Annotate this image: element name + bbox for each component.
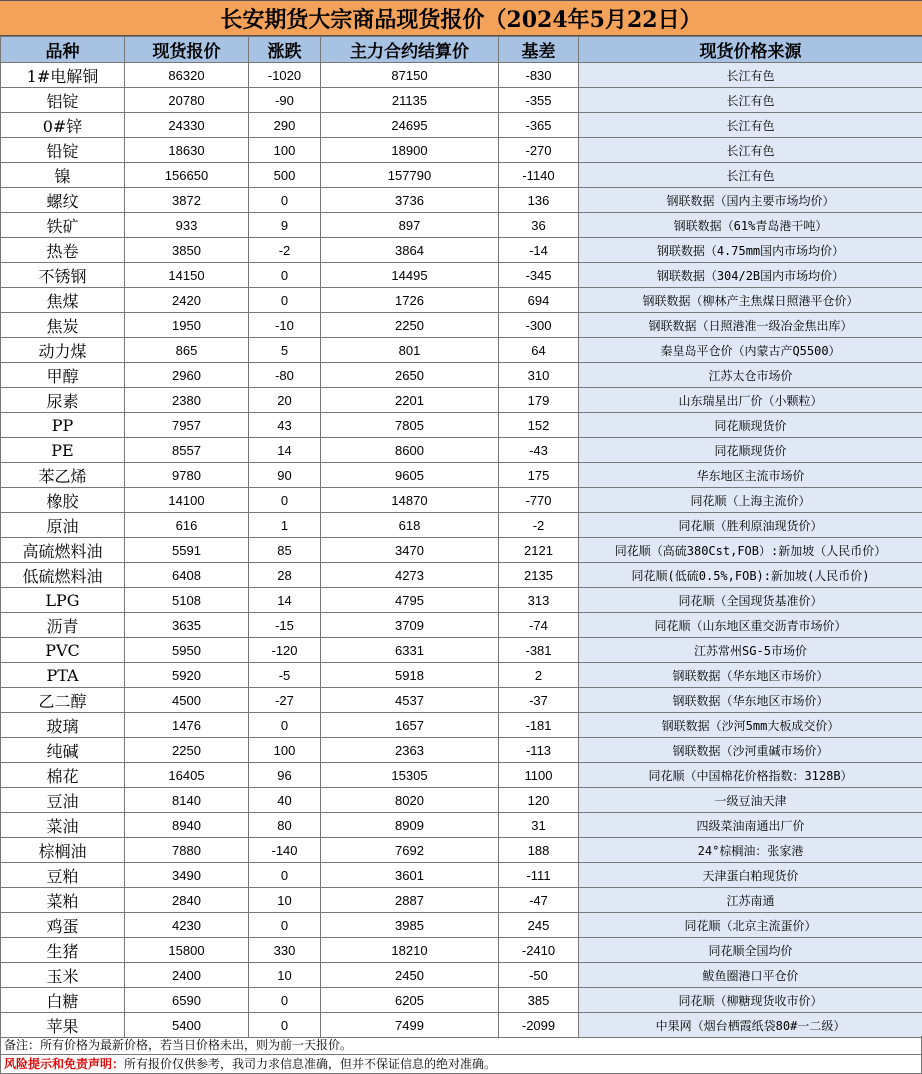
source-cell: 钢联数据（沙河5mm大板成交价） bbox=[579, 713, 922, 738]
change-cell: -5 bbox=[249, 663, 321, 688]
settlement-cell: 14870 bbox=[321, 488, 499, 513]
basis-cell: -2 bbox=[499, 513, 579, 538]
table-row bbox=[1, 938, 922, 963]
variety-cell: 尿素 bbox=[1, 388, 125, 413]
table-row bbox=[1, 613, 922, 638]
spot-price-cell: 2380 bbox=[125, 388, 249, 413]
spot-price-cell: 2250 bbox=[125, 738, 249, 763]
variety-cell: 苹果 bbox=[1, 1013, 125, 1038]
change-cell: 0 bbox=[249, 713, 321, 738]
table-row bbox=[1, 963, 922, 988]
source-cell: 江苏太仓市场价 bbox=[579, 363, 922, 388]
settlement-cell: 14495 bbox=[321, 263, 499, 288]
table-row bbox=[1, 588, 922, 613]
source-cell: 24°棕榈油：张家港 bbox=[579, 838, 922, 863]
source-cell: 一级豆油天津 bbox=[579, 788, 922, 813]
basis-cell: -74 bbox=[499, 613, 579, 638]
variety-cell: 玻璃 bbox=[1, 713, 125, 738]
spot-price-cell: 5920 bbox=[125, 663, 249, 688]
settlement-cell: 8909 bbox=[321, 813, 499, 838]
spot-price-cell: 156650 bbox=[125, 163, 249, 188]
change-cell: 0 bbox=[249, 263, 321, 288]
source-cell: 鲅鱼圈港口平仓价 bbox=[579, 963, 922, 988]
variety-cell: 低硫燃料油 bbox=[1, 563, 125, 588]
spot-price-cell: 4500 bbox=[125, 688, 249, 713]
source-cell: 钢联数据（沙河重碱市场价） bbox=[579, 738, 922, 763]
table-row bbox=[1, 563, 922, 588]
change-cell: 5 bbox=[249, 338, 321, 363]
table-row bbox=[1, 863, 922, 888]
basis-cell: 694 bbox=[499, 288, 579, 313]
variety-cell: 棕榈油 bbox=[1, 838, 125, 863]
basis-cell: -381 bbox=[499, 638, 579, 663]
variety-cell: 铅锭 bbox=[1, 138, 125, 163]
spot-price-cell: 3872 bbox=[125, 188, 249, 213]
spot-price-cell: 1476 bbox=[125, 713, 249, 738]
table-row bbox=[1, 63, 922, 88]
spot-price-cell: 2420 bbox=[125, 288, 249, 313]
table-row bbox=[1, 988, 922, 1013]
change-cell: 0 bbox=[249, 1013, 321, 1038]
basis-cell: -345 bbox=[499, 263, 579, 288]
variety-cell: 铁矿 bbox=[1, 213, 125, 238]
table-row bbox=[1, 663, 922, 688]
change-cell: -15 bbox=[249, 613, 321, 638]
spot-price-cell: 3635 bbox=[125, 613, 249, 638]
source-cell: 四级菜油南通出厂价 bbox=[579, 813, 922, 838]
source-cell: 山东瑞星出厂价（小颗粒） bbox=[579, 388, 922, 413]
basis-cell: 36 bbox=[499, 213, 579, 238]
spot-price-cell: 2400 bbox=[125, 963, 249, 988]
variety-cell: LPG bbox=[1, 588, 125, 613]
table-row bbox=[1, 1013, 922, 1038]
variety-cell: 菜粕 bbox=[1, 888, 125, 913]
basis-cell: 64 bbox=[499, 338, 579, 363]
spot-price-cell: 7957 bbox=[125, 413, 249, 438]
variety-cell: 生猪 bbox=[1, 938, 125, 963]
spot-price-cell: 5108 bbox=[125, 588, 249, 613]
spot-price-cell: 86320 bbox=[125, 63, 249, 88]
change-cell: 0 bbox=[249, 188, 321, 213]
table-row bbox=[1, 688, 922, 713]
source-cell: 长江有色 bbox=[579, 163, 922, 188]
spot-price-cell: 3490 bbox=[125, 863, 249, 888]
source-cell: 同花顺（胜利原油现货价） bbox=[579, 513, 922, 538]
settlement-cell: 5918 bbox=[321, 663, 499, 688]
source-cell: 同花顺全国均价 bbox=[579, 938, 922, 963]
variety-cell: 纯碱 bbox=[1, 738, 125, 763]
table-row bbox=[1, 638, 922, 663]
header-spot-price: 现货报价 bbox=[125, 37, 249, 63]
table-row bbox=[1, 138, 922, 163]
settlement-cell: 3864 bbox=[321, 238, 499, 263]
settlement-cell: 18210 bbox=[321, 938, 499, 963]
basis-cell: -300 bbox=[499, 313, 579, 338]
settlement-cell: 6331 bbox=[321, 638, 499, 663]
change-cell: 0 bbox=[249, 488, 321, 513]
basis-cell: 152 bbox=[499, 413, 579, 438]
basis-cell: -14 bbox=[499, 238, 579, 263]
change-cell: -1020 bbox=[249, 63, 321, 88]
variety-cell: PVC bbox=[1, 638, 125, 663]
change-cell: 330 bbox=[249, 938, 321, 963]
table-row bbox=[1, 713, 922, 738]
basis-cell: 2135 bbox=[499, 563, 579, 588]
variety-cell: 菜油 bbox=[1, 813, 125, 838]
spot-price-cell: 933 bbox=[125, 213, 249, 238]
settlement-cell: 2650 bbox=[321, 363, 499, 388]
variety-cell: 苯乙烯 bbox=[1, 463, 125, 488]
settlement-cell: 2450 bbox=[321, 963, 499, 988]
basis-cell: -111 bbox=[499, 863, 579, 888]
settlement-cell: 6205 bbox=[321, 988, 499, 1013]
spot-price-cell: 24330 bbox=[125, 113, 249, 138]
spot-price-cell: 5950 bbox=[125, 638, 249, 663]
basis-cell: 136 bbox=[499, 188, 579, 213]
source-cell: 钢联数据（304/2B国内市场均价） bbox=[579, 263, 922, 288]
basis-cell: -270 bbox=[499, 138, 579, 163]
variety-cell: 沥青 bbox=[1, 613, 125, 638]
basis-cell: 2 bbox=[499, 663, 579, 688]
variety-cell: PE bbox=[1, 438, 125, 463]
change-cell: 100 bbox=[249, 138, 321, 163]
spot-price-cell: 9780 bbox=[125, 463, 249, 488]
settlement-cell: 157790 bbox=[321, 163, 499, 188]
table-row bbox=[1, 213, 922, 238]
change-cell: 90 bbox=[249, 463, 321, 488]
source-cell: 同花顺（高硫380Cst,FOB）:新加坡（人民币价） bbox=[579, 538, 922, 563]
variety-cell: 动力煤 bbox=[1, 338, 125, 363]
change-cell: 10 bbox=[249, 963, 321, 988]
table-row bbox=[1, 413, 922, 438]
settlement-cell: 2887 bbox=[321, 888, 499, 913]
variety-cell: 原油 bbox=[1, 513, 125, 538]
spot-price-cell: 14100 bbox=[125, 488, 249, 513]
spot-price-cell: 20780 bbox=[125, 88, 249, 113]
source-cell: 长江有色 bbox=[579, 138, 922, 163]
change-cell: 40 bbox=[249, 788, 321, 813]
settlement-cell: 3470 bbox=[321, 538, 499, 563]
change-cell: 0 bbox=[249, 988, 321, 1013]
source-cell: 同花顺现货价 bbox=[579, 438, 922, 463]
table-row bbox=[1, 163, 922, 188]
spot-price-cell: 5400 bbox=[125, 1013, 249, 1038]
source-cell: 同花顺(低硫0.5%,FOB):新加坡(人民币价) bbox=[579, 563, 922, 588]
change-cell: 9 bbox=[249, 213, 321, 238]
table-row bbox=[1, 313, 922, 338]
change-cell: -10 bbox=[249, 313, 321, 338]
basis-cell: -47 bbox=[499, 888, 579, 913]
variety-cell: 铝锭 bbox=[1, 88, 125, 113]
table-row bbox=[1, 238, 922, 263]
variety-cell: 焦炭 bbox=[1, 313, 125, 338]
table-row bbox=[1, 513, 922, 538]
variety-cell: 热卷 bbox=[1, 238, 125, 263]
disclaimer-label: 风险提示和免责声明： bbox=[4, 1057, 125, 1071]
change-cell: 10 bbox=[249, 888, 321, 913]
settlement-cell: 3709 bbox=[321, 613, 499, 638]
basis-cell: 120 bbox=[499, 788, 579, 813]
change-cell: 290 bbox=[249, 113, 321, 138]
settlement-cell: 3736 bbox=[321, 188, 499, 213]
settlement-cell: 7692 bbox=[321, 838, 499, 863]
settlement-cell: 4273 bbox=[321, 563, 499, 588]
source-cell: 钢联数据（61%青岛港干吨） bbox=[579, 213, 922, 238]
table-row bbox=[1, 913, 922, 938]
change-cell: 80 bbox=[249, 813, 321, 838]
settlement-cell: 4795 bbox=[321, 588, 499, 613]
spot-price-cell: 5591 bbox=[125, 538, 249, 563]
table-row bbox=[1, 888, 922, 913]
settlement-cell: 7499 bbox=[321, 1013, 499, 1038]
basis-cell: -2410 bbox=[499, 938, 579, 963]
settlement-cell: 4537 bbox=[321, 688, 499, 713]
basis-cell: 385 bbox=[499, 988, 579, 1013]
basis-cell: -113 bbox=[499, 738, 579, 763]
variety-cell: 鸡蛋 bbox=[1, 913, 125, 938]
spot-price-cell: 16405 bbox=[125, 763, 249, 788]
table-row bbox=[1, 88, 922, 113]
change-cell: 1 bbox=[249, 513, 321, 538]
change-cell: 96 bbox=[249, 763, 321, 788]
settlement-cell: 2363 bbox=[321, 738, 499, 763]
change-cell: 43 bbox=[249, 413, 321, 438]
change-cell: 20 bbox=[249, 388, 321, 413]
spot-price-cell: 8557 bbox=[125, 438, 249, 463]
table-row bbox=[1, 288, 922, 313]
settlement-cell: 21135 bbox=[321, 88, 499, 113]
header-basis: 基差 bbox=[499, 37, 579, 63]
source-cell: 钢联数据（国内主要市场均价） bbox=[579, 188, 922, 213]
table-row bbox=[1, 388, 922, 413]
settlement-cell: 8020 bbox=[321, 788, 499, 813]
basis-cell: 1100 bbox=[499, 763, 579, 788]
settlement-cell: 3985 bbox=[321, 913, 499, 938]
spot-price-cell: 6590 bbox=[125, 988, 249, 1013]
header-variety: 品种 bbox=[1, 37, 125, 63]
source-cell: 江苏常州SG-5市场价 bbox=[579, 638, 922, 663]
settlement-cell: 8600 bbox=[321, 438, 499, 463]
spot-price-cell: 2960 bbox=[125, 363, 249, 388]
spot-price-cell: 865 bbox=[125, 338, 249, 363]
basis-cell: 310 bbox=[499, 363, 579, 388]
source-cell: 秦皇岛平仓价（内蒙古产Q5500） bbox=[579, 338, 922, 363]
variety-cell: 棉花 bbox=[1, 763, 125, 788]
source-cell: 天津蛋白粕现货价 bbox=[579, 863, 922, 888]
table-row bbox=[1, 788, 922, 813]
spot-price-cell: 2840 bbox=[125, 888, 249, 913]
basis-cell: 31 bbox=[499, 813, 579, 838]
price-table bbox=[0, 36, 922, 1038]
spot-price-cell: 7880 bbox=[125, 838, 249, 863]
source-cell: 钢联数据（日照港准一级冶金焦出库） bbox=[579, 313, 922, 338]
basis-cell: -181 bbox=[499, 713, 579, 738]
spot-price-cell: 616 bbox=[125, 513, 249, 538]
footnote: 备注：所有价格为最新价格，若当日价格未出，则为前一天报价。 bbox=[0, 1036, 922, 1055]
header-settlement: 主力合约结算价 bbox=[321, 37, 499, 63]
header-source: 现货价格来源 bbox=[579, 37, 922, 63]
disclaimer-text: 所有报价仅供参考，我司力求信息准确，但并不保证信息的绝对准确。 bbox=[124, 1057, 497, 1071]
basis-cell: 245 bbox=[499, 913, 579, 938]
spot-price-cell: 3850 bbox=[125, 238, 249, 263]
source-cell: 同花顺现货价 bbox=[579, 413, 922, 438]
table-row bbox=[1, 338, 922, 363]
settlement-cell: 18900 bbox=[321, 138, 499, 163]
table-row bbox=[1, 188, 922, 213]
settlement-cell: 7805 bbox=[321, 413, 499, 438]
settlement-cell: 618 bbox=[321, 513, 499, 538]
settlement-cell: 15305 bbox=[321, 763, 499, 788]
variety-cell: 镍 bbox=[1, 163, 125, 188]
variety-cell: 豆油 bbox=[1, 788, 125, 813]
table-row bbox=[1, 438, 922, 463]
basis-cell: 188 bbox=[499, 838, 579, 863]
header-change: 涨跌 bbox=[249, 37, 321, 63]
spot-price-cell: 14150 bbox=[125, 263, 249, 288]
header-row bbox=[1, 37, 922, 63]
table-row bbox=[1, 113, 922, 138]
change-cell: 14 bbox=[249, 588, 321, 613]
change-cell: -120 bbox=[249, 638, 321, 663]
change-cell: 500 bbox=[249, 163, 321, 188]
table-row bbox=[1, 838, 922, 863]
variety-cell: 白糖 bbox=[1, 988, 125, 1013]
settlement-cell: 24695 bbox=[321, 113, 499, 138]
change-cell: 0 bbox=[249, 288, 321, 313]
variety-cell: 1#电解铜 bbox=[1, 63, 125, 88]
source-cell: 长江有色 bbox=[579, 63, 922, 88]
source-cell: 同花顺（柳糖现货收市价） bbox=[579, 988, 922, 1013]
settlement-cell: 2201 bbox=[321, 388, 499, 413]
basis-cell: -50 bbox=[499, 963, 579, 988]
spot-price-cell: 1950 bbox=[125, 313, 249, 338]
basis-cell: 2121 bbox=[499, 538, 579, 563]
change-cell: 85 bbox=[249, 538, 321, 563]
source-cell: 长江有色 bbox=[579, 88, 922, 113]
settlement-cell: 1726 bbox=[321, 288, 499, 313]
source-cell: 钢联数据（华东地区市场价） bbox=[579, 688, 922, 713]
spot-price-cell: 8140 bbox=[125, 788, 249, 813]
spot-price-cell: 15800 bbox=[125, 938, 249, 963]
basis-cell: -37 bbox=[499, 688, 579, 713]
disclaimer bbox=[0, 1055, 922, 1074]
table-row bbox=[1, 363, 922, 388]
variety-cell: 橡胶 bbox=[1, 488, 125, 513]
spot-price-cell: 18630 bbox=[125, 138, 249, 163]
change-cell: 100 bbox=[249, 738, 321, 763]
basis-cell: -2099 bbox=[499, 1013, 579, 1038]
basis-cell: -830 bbox=[499, 63, 579, 88]
table-row bbox=[1, 813, 922, 838]
table-row bbox=[1, 463, 922, 488]
change-cell: 28 bbox=[249, 563, 321, 588]
source-cell: 长江有色 bbox=[579, 113, 922, 138]
source-cell: 同花顺（山东地区重交沥青市场价） bbox=[579, 613, 922, 638]
spot-price-cell: 8940 bbox=[125, 813, 249, 838]
settlement-cell: 9605 bbox=[321, 463, 499, 488]
table-row bbox=[1, 263, 922, 288]
settlement-cell: 1657 bbox=[321, 713, 499, 738]
basis-cell: -43 bbox=[499, 438, 579, 463]
settlement-cell: 897 bbox=[321, 213, 499, 238]
variety-cell: 0#锌 bbox=[1, 113, 125, 138]
change-cell: 0 bbox=[249, 863, 321, 888]
change-cell: 0 bbox=[249, 913, 321, 938]
change-cell: 14 bbox=[249, 438, 321, 463]
variety-cell: 甲醇 bbox=[1, 363, 125, 388]
table-row bbox=[1, 538, 922, 563]
change-cell: -90 bbox=[249, 88, 321, 113]
basis-cell: -365 bbox=[499, 113, 579, 138]
source-cell: 中果网（烟台栖霞纸袋80#一二级） bbox=[579, 1013, 922, 1038]
change-cell: -27 bbox=[249, 688, 321, 713]
source-cell: 华东地区主流市场价 bbox=[579, 463, 922, 488]
settlement-cell: 801 bbox=[321, 338, 499, 363]
variety-cell: PP bbox=[1, 413, 125, 438]
table-row bbox=[1, 763, 922, 788]
variety-cell: 焦煤 bbox=[1, 288, 125, 313]
source-cell: 同花顺（北京主流蛋价） bbox=[579, 913, 922, 938]
source-cell: 同花顺（全国现货基准价） bbox=[579, 588, 922, 613]
basis-cell: 179 bbox=[499, 388, 579, 413]
basis-cell: 313 bbox=[499, 588, 579, 613]
basis-cell: -355 bbox=[499, 88, 579, 113]
spot-price-cell: 6408 bbox=[125, 563, 249, 588]
table-row bbox=[1, 488, 922, 513]
change-cell: -140 bbox=[249, 838, 321, 863]
source-cell: 同花顺（上海主流价） bbox=[579, 488, 922, 513]
source-cell: 钢联数据（柳林产主焦煤日照港平仓价） bbox=[579, 288, 922, 313]
source-cell: 同花顺（中国棉花价格指数：3128B） bbox=[579, 763, 922, 788]
spot-price-cell: 4230 bbox=[125, 913, 249, 938]
source-cell: 江苏南通 bbox=[579, 888, 922, 913]
basis-cell: -1140 bbox=[499, 163, 579, 188]
variety-cell: 螺纹 bbox=[1, 188, 125, 213]
variety-cell: 乙二醇 bbox=[1, 688, 125, 713]
change-cell: -80 bbox=[249, 363, 321, 388]
sheet-title: 长安期货大宗商品现货报价（2024年5月22日） bbox=[0, 0, 922, 36]
source-cell: 钢联数据（4.75mm国内市场均价） bbox=[579, 238, 922, 263]
settlement-cell: 2250 bbox=[321, 313, 499, 338]
variety-cell: 不锈钢 bbox=[1, 263, 125, 288]
variety-cell: 豆粕 bbox=[1, 863, 125, 888]
settlement-cell: 3601 bbox=[321, 863, 499, 888]
variety-cell: 玉米 bbox=[1, 963, 125, 988]
change-cell: -2 bbox=[249, 238, 321, 263]
variety-cell: 高硫燃料油 bbox=[1, 538, 125, 563]
settlement-cell: 87150 bbox=[321, 63, 499, 88]
variety-cell: PTA bbox=[1, 663, 125, 688]
source-cell: 钢联数据（华东地区市场价） bbox=[579, 663, 922, 688]
basis-cell: -770 bbox=[499, 488, 579, 513]
basis-cell: 175 bbox=[499, 463, 579, 488]
table-row bbox=[1, 738, 922, 763]
